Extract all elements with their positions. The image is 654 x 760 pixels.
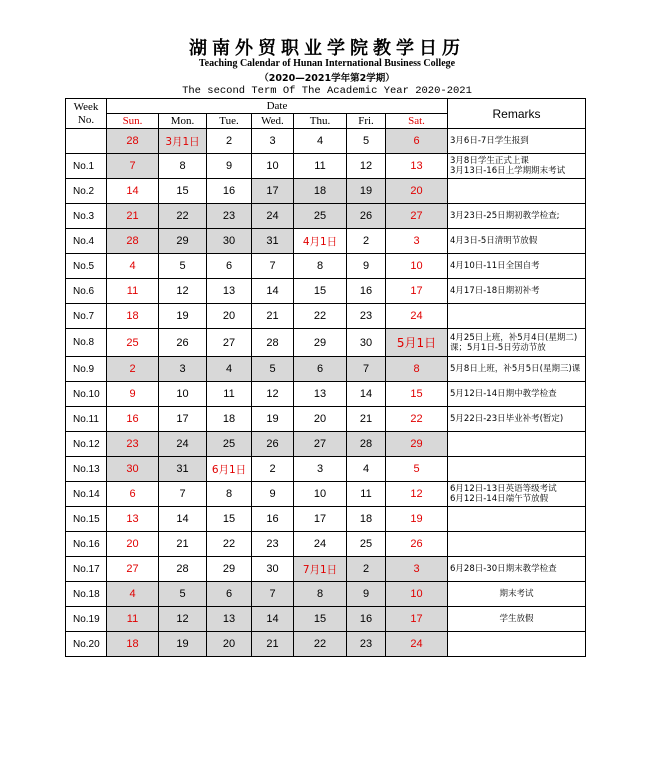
date-cell: 25 (107, 329, 159, 357)
week-row (66, 329, 586, 357)
date-cell: 11 (294, 154, 347, 179)
date-cell: 10 (386, 254, 448, 279)
remark-cell (448, 457, 586, 482)
week-number: No.8 (66, 329, 107, 357)
date-cell: 12 (159, 279, 207, 304)
remark-cell: 4月3日-5日清明节放假 (448, 229, 586, 254)
date-cell: 10 (294, 482, 347, 507)
week-row (66, 432, 586, 457)
date-cell: 17 (386, 607, 448, 632)
remark-cell: 学生放假 (448, 607, 586, 632)
date-cell: 10 (386, 582, 448, 607)
date-cell: 19 (386, 507, 448, 532)
date-cell: 3 (159, 357, 207, 382)
remark-cell: 4月25日上班，补5月4日(星期二)课；5月1日-5日劳动节放 (448, 329, 586, 357)
date-cell: 20 (207, 304, 252, 329)
day-header-6: Sat. (386, 114, 448, 129)
date-cell: 15 (207, 507, 252, 532)
date-cell: 14 (107, 179, 159, 204)
date-cell: 5月1日 (386, 329, 448, 357)
week-row (66, 557, 586, 582)
week-row (66, 357, 586, 382)
week-row (66, 407, 586, 432)
week-row (66, 382, 586, 407)
date-cell: 30 (107, 457, 159, 482)
remark-cell: 5月22日-23日毕业补考(暂定) (448, 407, 586, 432)
date-cell: 17 (252, 179, 294, 204)
date-cell: 6 (386, 129, 448, 154)
date-cell: 12 (386, 482, 448, 507)
date-cell: 30 (252, 557, 294, 582)
date-cell: 2 (347, 557, 386, 582)
date-cell: 29 (159, 229, 207, 254)
date-cell: 7 (347, 357, 386, 382)
date-cell: 22 (159, 204, 207, 229)
date-cell: 14 (252, 279, 294, 304)
week-row (66, 607, 586, 632)
date-cell: 12 (159, 607, 207, 632)
date-cell: 13 (207, 607, 252, 632)
date-cell: 3 (252, 129, 294, 154)
day-header-3: Wed. (252, 114, 294, 129)
date-cell: 4 (294, 129, 347, 154)
date-cell: 8 (159, 154, 207, 179)
date-cell: 14 (347, 382, 386, 407)
date-cell: 6月1日 (207, 457, 252, 482)
date-cell: 30 (347, 329, 386, 357)
remark-cell (448, 507, 586, 532)
week-number: No.5 (66, 254, 107, 279)
remark-cell (448, 432, 586, 457)
date-cell: 13 (294, 382, 347, 407)
date-cell: 11 (347, 482, 386, 507)
date-cell: 27 (207, 329, 252, 357)
date-cell: 5 (347, 129, 386, 154)
date-cell: 17 (159, 407, 207, 432)
date-cell: 7月1日 (294, 557, 347, 582)
date-cell: 4 (107, 582, 159, 607)
date-cell: 19 (252, 407, 294, 432)
date-cell: 14 (252, 607, 294, 632)
date-cell: 18 (107, 632, 159, 657)
week-number: No.13 (66, 457, 107, 482)
date-cell: 7 (159, 482, 207, 507)
date-cell: 31 (252, 229, 294, 254)
date-cell: 2 (347, 229, 386, 254)
remark-cell: 期末考试 (448, 582, 586, 607)
date-cell: 25 (294, 204, 347, 229)
date-cell: 22 (207, 532, 252, 557)
week-number: No.15 (66, 507, 107, 532)
date-cell: 26 (159, 329, 207, 357)
date-cell: 24 (159, 432, 207, 457)
date-cell: 3月1日 (159, 129, 207, 154)
date-cell: 15 (294, 607, 347, 632)
date-cell: 27 (294, 432, 347, 457)
date-cell: 13 (207, 279, 252, 304)
date-cell: 16 (107, 407, 159, 432)
remark-cell: 4月17日-18日期初补考 (448, 279, 586, 304)
date-cell: 4 (347, 457, 386, 482)
date-cell: 24 (386, 632, 448, 657)
date-cell: 17 (386, 279, 448, 304)
date-cell: 24 (386, 304, 448, 329)
date-cell: 11 (107, 607, 159, 632)
date-cell: 18 (294, 179, 347, 204)
date-cell: 18 (107, 304, 159, 329)
date-cell: 28 (252, 329, 294, 357)
date-cell: 20 (107, 532, 159, 557)
date-cell: 5 (386, 457, 448, 482)
date-cell: 15 (294, 279, 347, 304)
page-title: 湖南外贸职业学院教学日历 (189, 38, 465, 59)
week-number: No.4 (66, 229, 107, 254)
remark-cell (448, 632, 586, 657)
date-cell: 16 (207, 179, 252, 204)
date-cell: 23 (252, 532, 294, 557)
date-cell: 2 (207, 129, 252, 154)
date-cell: 15 (159, 179, 207, 204)
date-cell: 3 (294, 457, 347, 482)
page-title-english: Teaching Calendar of Hunan International Business College (198, 58, 456, 69)
week-number: No.20 (66, 632, 107, 657)
day-header-5: Fri. (347, 114, 386, 129)
date-cell: 2 (252, 457, 294, 482)
day-header-1: Mon. (159, 114, 207, 129)
date-cell: 3 (386, 557, 448, 582)
date-cell: 20 (294, 407, 347, 432)
week-number (66, 129, 107, 154)
date-cell: 10 (252, 154, 294, 179)
date-cell: 24 (252, 204, 294, 229)
remark-cell: 3月23日-25日期初教学检查; (448, 204, 586, 229)
week-number: No.1 (66, 154, 107, 179)
date-cell: 22 (294, 632, 347, 657)
week-number: No.18 (66, 582, 107, 607)
calendar-body (66, 129, 586, 657)
date-cell: 14 (159, 507, 207, 532)
date-cell: 13 (386, 154, 448, 179)
date-cell: 7 (107, 154, 159, 179)
remark-cell (448, 532, 586, 557)
date-cell: 28 (159, 557, 207, 582)
week-column-header: Week No. (66, 99, 107, 129)
week-row (66, 229, 586, 254)
week-row (66, 632, 586, 657)
date-cell: 23 (347, 632, 386, 657)
date-cell: 23 (107, 432, 159, 457)
week-row (66, 304, 586, 329)
week-row (66, 179, 586, 204)
week-number: No.11 (66, 407, 107, 432)
date-cell: 21 (347, 407, 386, 432)
week-number: No.19 (66, 607, 107, 632)
week-row (66, 582, 586, 607)
remark-cell: 3月8日学生正式上课 3月13日-16日上学期期末考试 (448, 154, 586, 179)
term-label: （2020—2021学年第2学期） (259, 73, 395, 84)
date-column-header: Date (107, 99, 448, 114)
date-cell: 26 (347, 204, 386, 229)
date-cell: 16 (347, 279, 386, 304)
date-cell: 6 (207, 582, 252, 607)
date-cell: 8 (294, 254, 347, 279)
date-cell: 24 (294, 532, 347, 557)
date-cell: 27 (107, 557, 159, 582)
date-cell: 3 (386, 229, 448, 254)
date-cell: 19 (159, 632, 207, 657)
remarks-column-header: Remarks (448, 99, 586, 129)
week-row (66, 532, 586, 557)
date-cell: 21 (159, 532, 207, 557)
date-cell: 12 (252, 382, 294, 407)
date-cell: 25 (207, 432, 252, 457)
date-cell: 15 (386, 382, 448, 407)
week-number: No.10 (66, 382, 107, 407)
date-cell: 4 (207, 357, 252, 382)
date-cell: 4月1日 (294, 229, 347, 254)
date-cell: 9 (252, 482, 294, 507)
date-cell: 25 (347, 532, 386, 557)
remark-cell: 5月12日-14日期中教学检查 (448, 382, 586, 407)
date-cell: 6 (107, 482, 159, 507)
date-cell: 31 (159, 457, 207, 482)
date-cell: 20 (207, 632, 252, 657)
date-cell: 21 (252, 632, 294, 657)
date-cell: 22 (386, 407, 448, 432)
date-cell: 13 (107, 507, 159, 532)
date-cell: 7 (252, 582, 294, 607)
date-cell: 28 (107, 229, 159, 254)
date-cell: 11 (207, 382, 252, 407)
week-number: No.16 (66, 532, 107, 557)
term-subtitle: The second Term Of The Academic Year 2020-2021 (182, 85, 472, 97)
date-cell: 29 (294, 329, 347, 357)
remark-cell (448, 304, 586, 329)
date-cell: 8 (294, 582, 347, 607)
date-cell: 6 (207, 254, 252, 279)
date-cell: 19 (159, 304, 207, 329)
date-cell: 26 (252, 432, 294, 457)
week-number: No.9 (66, 357, 107, 382)
calendar-table (65, 98, 586, 657)
week-row (66, 457, 586, 482)
date-cell: 7 (252, 254, 294, 279)
date-cell: 23 (347, 304, 386, 329)
week-number: No.3 (66, 204, 107, 229)
date-cell: 10 (159, 382, 207, 407)
remark-cell: 3月6日-7日学生报到 (448, 129, 586, 154)
week-row (66, 204, 586, 229)
date-cell: 30 (207, 229, 252, 254)
date-cell: 21 (107, 204, 159, 229)
date-cell: 29 (207, 557, 252, 582)
date-cell: 26 (386, 532, 448, 557)
date-cell: 29 (386, 432, 448, 457)
week-number: No.2 (66, 179, 107, 204)
date-cell: 23 (207, 204, 252, 229)
date-cell: 28 (347, 432, 386, 457)
date-cell: 9 (347, 254, 386, 279)
week-number: No.6 (66, 279, 107, 304)
date-cell: 8 (207, 482, 252, 507)
remark-cell: 6月12日-13日英语等级考试 6月12日-14日端午节放假 (448, 482, 586, 507)
date-cell: 6 (294, 357, 347, 382)
date-cell: 16 (347, 607, 386, 632)
date-cell: 2 (107, 357, 159, 382)
week-row (66, 129, 586, 154)
remark-cell: 6月28日-30日期末教学检查 (448, 557, 586, 582)
date-cell: 19 (347, 179, 386, 204)
date-cell: 20 (386, 179, 448, 204)
week-row (66, 254, 586, 279)
remark-cell: 4月10日-11日全国自考 (448, 254, 586, 279)
week-number: No.14 (66, 482, 107, 507)
date-cell: 21 (252, 304, 294, 329)
week-row (66, 507, 586, 532)
date-cell: 17 (294, 507, 347, 532)
week-number: No.7 (66, 304, 107, 329)
date-cell: 8 (386, 357, 448, 382)
week-number: No.17 (66, 557, 107, 582)
date-cell: 22 (294, 304, 347, 329)
day-header-0: Sun. (107, 114, 159, 129)
day-header-4: Thu. (294, 114, 347, 129)
week-row (66, 482, 586, 507)
date-cell: 18 (347, 507, 386, 532)
date-cell: 9 (107, 382, 159, 407)
date-cell: 16 (252, 507, 294, 532)
date-cell: 9 (347, 582, 386, 607)
date-cell: 4 (107, 254, 159, 279)
date-cell: 5 (159, 582, 207, 607)
week-row (66, 154, 586, 179)
day-header-2: Tue. (207, 114, 252, 129)
week-row (66, 279, 586, 304)
date-cell: 5 (159, 254, 207, 279)
date-cell: 27 (386, 204, 448, 229)
remark-cell (448, 179, 586, 204)
week-number: No.12 (66, 432, 107, 457)
date-cell: 12 (347, 154, 386, 179)
date-cell: 5 (252, 357, 294, 382)
date-cell: 9 (207, 154, 252, 179)
remark-cell: 5月8日上班，补5月5日(星期三)课 (448, 357, 586, 382)
date-cell: 11 (107, 279, 159, 304)
date-cell: 28 (107, 129, 159, 154)
date-cell: 18 (207, 407, 252, 432)
